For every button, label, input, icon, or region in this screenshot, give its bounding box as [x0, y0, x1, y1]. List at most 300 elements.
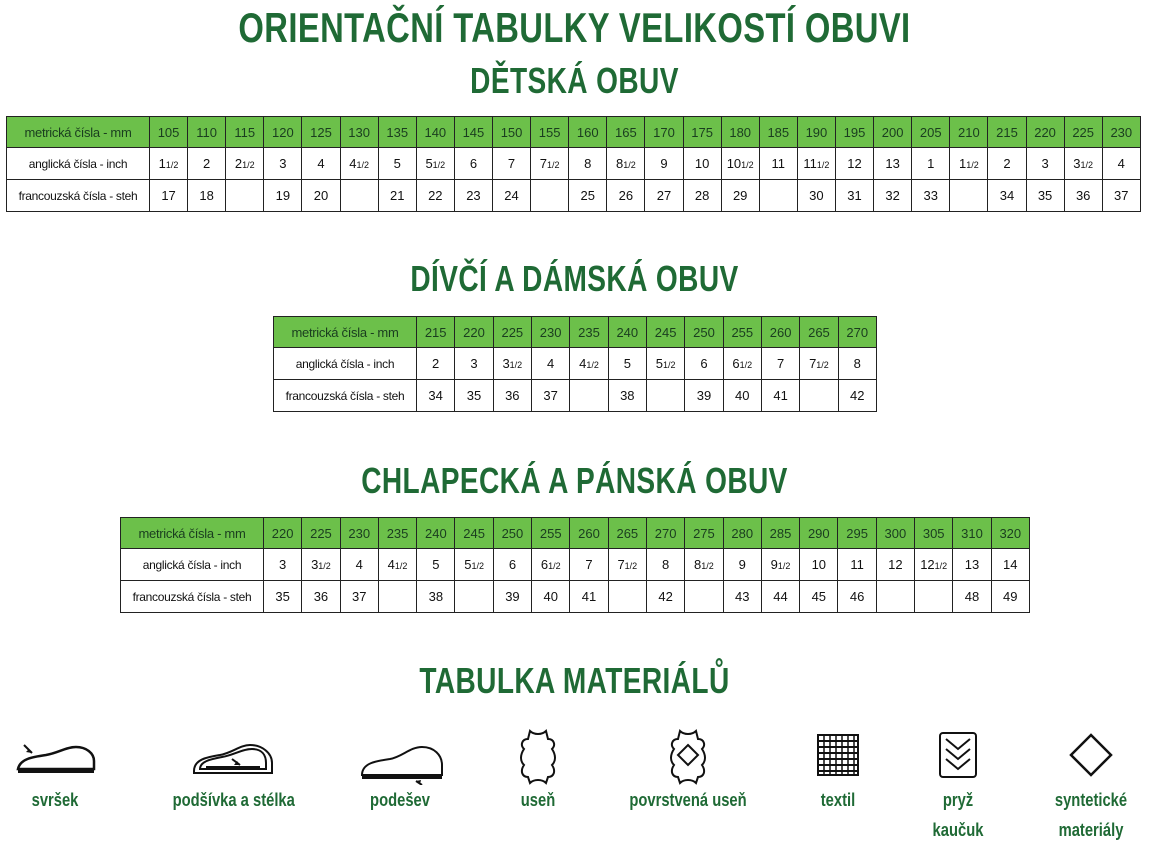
size-cell [570, 549, 608, 581]
size-cell: 240 [608, 317, 646, 348]
size-whole: 11 [771, 156, 786, 171]
size-cell [455, 348, 493, 380]
size-cell [302, 148, 340, 180]
size-cell: 20 [302, 180, 340, 212]
size-cell: 195 [835, 117, 873, 148]
size-cell [838, 348, 876, 380]
size-whole: 4 [349, 156, 357, 171]
men-section-title: CHLAPECKÁ A PÁNSKÁ OBUV [361, 460, 788, 501]
size-cell: 35 [1026, 180, 1064, 212]
size-fraction: 1/2 [432, 160, 446, 170]
size-cell: 36 [493, 380, 531, 412]
size-cell: 45 [800, 581, 838, 613]
rubber-icon [928, 725, 988, 785]
size-cell: 230 [1102, 117, 1140, 148]
size-cell [874, 148, 912, 180]
size-fraction: 1/2 [701, 561, 714, 571]
size-whole: 4 [1117, 156, 1125, 171]
size-cell: 35 [455, 380, 493, 412]
size-cell [761, 348, 799, 380]
size-cell: 130 [340, 117, 378, 148]
size-cell: 46 [838, 581, 876, 613]
size-cell: 260 [761, 317, 799, 348]
size-cell: 205 [912, 117, 950, 148]
size-cell: 210 [950, 117, 988, 148]
size-whole: 7 [539, 156, 547, 171]
size-fraction: 1/2 [242, 160, 255, 170]
size-cell [991, 549, 1029, 581]
material-label-secondary: kaučuk [932, 820, 984, 840]
women-section-title: DÍVČÍ A DÁMSKÁ OBUV [410, 258, 739, 299]
size-cell: 215 [417, 317, 455, 348]
size-cell: 36 [1064, 180, 1102, 212]
size-cell [759, 180, 797, 212]
size-whole: 7 [809, 356, 817, 371]
size-cell [608, 549, 646, 581]
size-whole: 9 [738, 557, 746, 572]
size-cell: 31 [835, 180, 873, 212]
size-whole: 8 [584, 156, 592, 171]
size-cell: 235 [378, 518, 416, 549]
size-cell: 150 [492, 117, 530, 148]
size-whole: 5 [623, 356, 631, 371]
size-fraction: 1/2 [624, 561, 638, 571]
size-cell [493, 348, 531, 380]
english-row [7, 148, 1141, 180]
row-label: anglická čísla - inch [7, 148, 150, 180]
size-cell [302, 549, 340, 581]
metric-row [7, 117, 1141, 148]
size-cell: 120 [264, 117, 302, 148]
size-cell: 250 [685, 317, 723, 348]
size-fraction: 1/2 [934, 561, 948, 571]
size-cell: 48 [953, 581, 991, 613]
size-cell [417, 549, 455, 581]
size-whole: 2 [432, 356, 440, 371]
size-cell: 42 [646, 581, 684, 613]
size-whole: 5 [393, 156, 401, 171]
women-size-table [273, 316, 877, 412]
size-whole: 5 [432, 557, 440, 572]
size-cell: 310 [953, 518, 991, 549]
size-whole: 8 [662, 557, 670, 572]
size-cell [608, 581, 646, 613]
size-cell [455, 549, 493, 581]
size-cell [915, 549, 953, 581]
size-cell: 42 [838, 380, 876, 412]
material-rubber [903, 725, 1013, 845]
size-cell [685, 549, 723, 581]
size-cell [646, 348, 684, 380]
row-label: metrická čísla - mm [121, 518, 264, 549]
size-whole: 3 [279, 156, 287, 171]
size-fraction: 1/2 [816, 160, 830, 170]
size-whole: 3 [470, 356, 478, 371]
row-label: francouzská čísla - steh [121, 581, 264, 613]
material-coated-leather [613, 725, 763, 815]
size-cell: 17 [150, 180, 188, 212]
size-cell: 230 [340, 518, 378, 549]
size-whole: 12 [920, 557, 935, 572]
size-cell: 265 [800, 317, 838, 348]
size-cell: 320 [991, 518, 1029, 549]
shoe-lining-insole-icon [180, 725, 280, 785]
size-fraction: 1/2 [741, 160, 754, 170]
size-cell: 280 [723, 518, 761, 549]
size-whole: 6 [540, 557, 549, 572]
material-label: syntetické [1054, 790, 1128, 810]
size-cell: 255 [532, 518, 570, 549]
kids-size-table [6, 116, 1141, 212]
material-label: podšívka a stélka [172, 790, 295, 810]
size-cell: 260 [570, 518, 608, 549]
size-cell: 28 [683, 180, 721, 212]
size-cell: 25 [569, 180, 607, 212]
size-whole: 14 [1003, 557, 1018, 572]
size-whole: 10 [726, 156, 742, 171]
size-cell [759, 148, 797, 180]
size-cell: 40 [723, 380, 761, 412]
material-label: povrstvená useň [629, 790, 747, 810]
size-whole: 13 [885, 156, 900, 171]
synthetic-icon [1061, 725, 1121, 785]
material-lining-insole [160, 725, 300, 815]
size-cell [835, 148, 873, 180]
size-cell: 18 [188, 180, 226, 212]
row-label: metrická čísla - mm [7, 117, 150, 148]
size-whole: 9 [660, 156, 668, 171]
size-cell [340, 180, 378, 212]
size-cell: 290 [800, 518, 838, 549]
page-title: ORIENTAČNÍ TABULKY VELIKOSTÍ OBUVI [238, 4, 911, 51]
size-whole: 1 [958, 156, 967, 171]
size-cell: 305 [915, 518, 953, 549]
size-cell [570, 380, 608, 412]
size-fraction: 1/2 [548, 561, 561, 571]
material-synthetic [1036, 725, 1146, 845]
size-cell [912, 148, 950, 180]
size-cell [531, 148, 569, 180]
size-cell [340, 148, 378, 180]
size-cell [417, 348, 455, 380]
size-whole: 8 [615, 156, 624, 171]
size-cell: 125 [302, 117, 340, 148]
row-label: francouzská čísla - steh [274, 380, 417, 412]
textile-icon [808, 725, 868, 785]
size-whole: 6 [732, 356, 740, 371]
size-fraction: 1/2 [777, 561, 791, 571]
size-fraction: 1/2 [165, 160, 179, 170]
size-fraction: 1/2 [1080, 160, 1094, 170]
size-cell: 245 [455, 518, 493, 549]
size-cell [264, 549, 302, 581]
size-whole: 3 [311, 557, 319, 572]
size-cell [340, 549, 378, 581]
row-label: anglická čísla - inch [121, 549, 264, 581]
shoe-upper-icon [10, 725, 100, 785]
size-cell: 24 [492, 180, 530, 212]
size-whole: 6 [508, 557, 517, 572]
size-whole: 2 [203, 156, 211, 171]
kids-section-title: DĚTSKÁ OBUV [470, 60, 679, 101]
size-cell: 140 [416, 117, 454, 148]
row-label: anglická čísla - inch [274, 348, 417, 380]
size-cell: 22 [416, 180, 454, 212]
size-cell [569, 148, 607, 180]
size-whole: 12 [847, 156, 862, 171]
material-leather [483, 725, 593, 815]
size-cell [683, 148, 721, 180]
materials-section-title: TABULKA MATERIÁLŮ [419, 660, 730, 701]
size-cell [608, 348, 646, 380]
size-cell [378, 549, 416, 581]
size-cell [797, 148, 835, 180]
size-cell: 115 [226, 117, 264, 148]
size-fraction: 1/2 [509, 360, 523, 370]
size-cell: 30 [797, 180, 835, 212]
size-whole: 6 [700, 356, 708, 371]
size-cell: 155 [531, 117, 569, 148]
size-cell [1026, 148, 1064, 180]
size-cell [570, 348, 608, 380]
size-cell: 44 [761, 581, 799, 613]
size-cell: 19 [264, 180, 302, 212]
size-cell [378, 581, 416, 613]
size-cell: 295 [838, 518, 876, 549]
size-cell: 300 [876, 518, 914, 549]
size-cell [723, 549, 761, 581]
men-size-table [120, 517, 1030, 613]
size-fraction: 1/2 [318, 561, 331, 571]
size-cell [1102, 148, 1140, 180]
size-cell [646, 380, 684, 412]
size-cell: 215 [988, 117, 1026, 148]
size-cell [607, 148, 645, 180]
size-cell [950, 180, 988, 212]
size-cell: 26 [607, 180, 645, 212]
size-cell: 275 [685, 518, 723, 549]
size-cell [685, 581, 723, 613]
size-whole: 2 [234, 156, 243, 171]
size-cell: 170 [645, 117, 683, 148]
size-whole: 12 [888, 557, 903, 572]
material-label: pryž [942, 790, 974, 810]
size-whole: 1 [927, 156, 935, 171]
size-cell [1064, 148, 1102, 180]
size-whole: 7 [617, 557, 625, 572]
size-cell: 33 [912, 180, 950, 212]
size-cell: 32 [874, 180, 912, 212]
size-cell: 160 [569, 117, 607, 148]
size-fraction: 1/2 [394, 561, 408, 571]
size-whole: 4 [317, 156, 325, 171]
size-fraction: 1/2 [966, 160, 979, 170]
size-cell [532, 549, 570, 581]
size-cell: 180 [721, 117, 759, 148]
size-fraction: 1/2 [586, 360, 599, 370]
size-cell [264, 148, 302, 180]
size-cell: 135 [378, 117, 416, 148]
size-whole: 7 [585, 557, 593, 572]
size-cell: 265 [608, 518, 646, 549]
size-cell: 225 [302, 518, 340, 549]
size-cell [685, 348, 723, 380]
size-cell: 185 [759, 117, 797, 148]
size-fraction: 1/2 [471, 561, 484, 571]
size-whole: 5 [425, 156, 433, 171]
row-label: francouzská čísla - steh [7, 180, 150, 212]
leather-icon [508, 725, 568, 785]
size-cell: 40 [532, 581, 570, 613]
size-whole: 7 [777, 356, 785, 371]
size-cell [455, 581, 493, 613]
size-whole: 9 [770, 557, 778, 572]
size-cell [454, 148, 492, 180]
size-cell: 165 [607, 117, 645, 148]
size-cell: 23 [454, 180, 492, 212]
size-whole: 11 [850, 557, 864, 572]
size-whole: 3 [279, 557, 287, 572]
size-cell [226, 148, 264, 180]
size-cell [761, 549, 799, 581]
size-cell: 49 [991, 581, 1029, 613]
size-cell: 235 [570, 317, 608, 348]
material-label: podešev [370, 790, 430, 810]
size-cell: 190 [797, 117, 835, 148]
size-cell: 220 [1026, 117, 1064, 148]
metric-row [274, 317, 877, 348]
size-cell: 37 [531, 380, 569, 412]
size-cell [723, 348, 761, 380]
size-cell: 37 [1102, 180, 1140, 212]
size-cell [226, 180, 264, 212]
material-outsole [345, 725, 455, 815]
size-cell [531, 348, 569, 380]
size-cell: 34 [417, 380, 455, 412]
size-cell [988, 148, 1026, 180]
size-cell [416, 148, 454, 180]
size-cell: 43 [723, 581, 761, 613]
size-fraction: 1/2 [356, 160, 369, 170]
size-cell [645, 148, 683, 180]
size-cell [876, 581, 914, 613]
size-cell [646, 549, 684, 581]
size-cell [531, 180, 569, 212]
size-cell: 39 [685, 380, 723, 412]
size-whole: 5 [464, 557, 472, 572]
size-cell [721, 148, 759, 180]
size-whole: 3 [1041, 156, 1049, 171]
size-cell [953, 549, 991, 581]
size-whole: 5 [655, 356, 663, 371]
size-cell: 41 [570, 581, 608, 613]
material-label: svršek [31, 790, 79, 810]
size-whole: 10 [694, 156, 710, 171]
size-cell [876, 549, 914, 581]
size-whole: 3 [1073, 156, 1081, 171]
material-label: useň [520, 790, 556, 810]
size-cell: 175 [683, 117, 721, 148]
size-cell: 270 [838, 317, 876, 348]
size-cell: 285 [761, 518, 799, 549]
size-whole: 11 [803, 156, 817, 171]
size-cell: 225 [1064, 117, 1102, 148]
coated-leather-icon [658, 725, 718, 785]
size-cell [150, 148, 188, 180]
size-cell: 41 [761, 380, 799, 412]
size-cell: 21 [378, 180, 416, 212]
size-cell: 245 [646, 317, 684, 348]
size-cell [378, 148, 416, 180]
size-whole: 4 [579, 356, 587, 371]
size-cell [492, 148, 530, 180]
english-row [274, 348, 877, 380]
size-whole: 10 [811, 557, 827, 572]
size-fraction: 1/2 [739, 360, 753, 370]
material-label-secondary: materiály [1058, 820, 1124, 840]
size-whole: 4 [355, 557, 363, 572]
size-cell: 105 [150, 117, 188, 148]
size-whole: 1 [158, 156, 166, 171]
metric-row [121, 518, 1030, 549]
english-row [121, 549, 1030, 581]
size-cell: 34 [988, 180, 1026, 212]
size-cell: 200 [874, 117, 912, 148]
size-fraction: 1/2 [623, 160, 636, 170]
size-cell [915, 581, 953, 613]
size-cell: 250 [493, 518, 531, 549]
size-whole: 4 [547, 356, 555, 371]
shoe-outsole-icon [350, 725, 450, 785]
size-cell: 36 [302, 581, 340, 613]
size-whole: 4 [387, 557, 395, 572]
size-fraction: 1/2 [662, 360, 676, 370]
size-cell: 37 [340, 581, 378, 613]
material-textile [783, 725, 893, 815]
size-cell: 270 [646, 518, 684, 549]
size-cell: 145 [454, 117, 492, 148]
material-label: textil [820, 790, 856, 810]
french-row [7, 180, 1141, 212]
material-upper [0, 725, 110, 815]
size-cell: 35 [264, 581, 302, 613]
size-cell [800, 380, 838, 412]
size-whole: 3 [502, 356, 510, 371]
size-cell: 29 [721, 180, 759, 212]
size-whole: 13 [964, 557, 980, 572]
size-whole: 8 [694, 557, 702, 572]
size-cell: 110 [188, 117, 226, 148]
size-cell: 255 [723, 317, 761, 348]
size-whole: 2 [1003, 156, 1011, 171]
size-whole: 7 [507, 156, 516, 171]
size-fraction: 1/2 [816, 360, 829, 370]
size-cell [950, 148, 988, 180]
size-cell: 38 [608, 380, 646, 412]
size-cell [838, 549, 876, 581]
size-cell: 220 [455, 317, 493, 348]
size-whole: 6 [469, 156, 478, 171]
row-label: metrická čísla - mm [274, 317, 417, 348]
size-cell: 38 [417, 581, 455, 613]
size-cell: 225 [493, 317, 531, 348]
size-cell [493, 549, 531, 581]
size-cell: 27 [645, 180, 683, 212]
size-whole: 8 [853, 356, 861, 371]
size-cell [800, 549, 838, 581]
french-row [121, 581, 1030, 613]
size-cell [188, 148, 226, 180]
